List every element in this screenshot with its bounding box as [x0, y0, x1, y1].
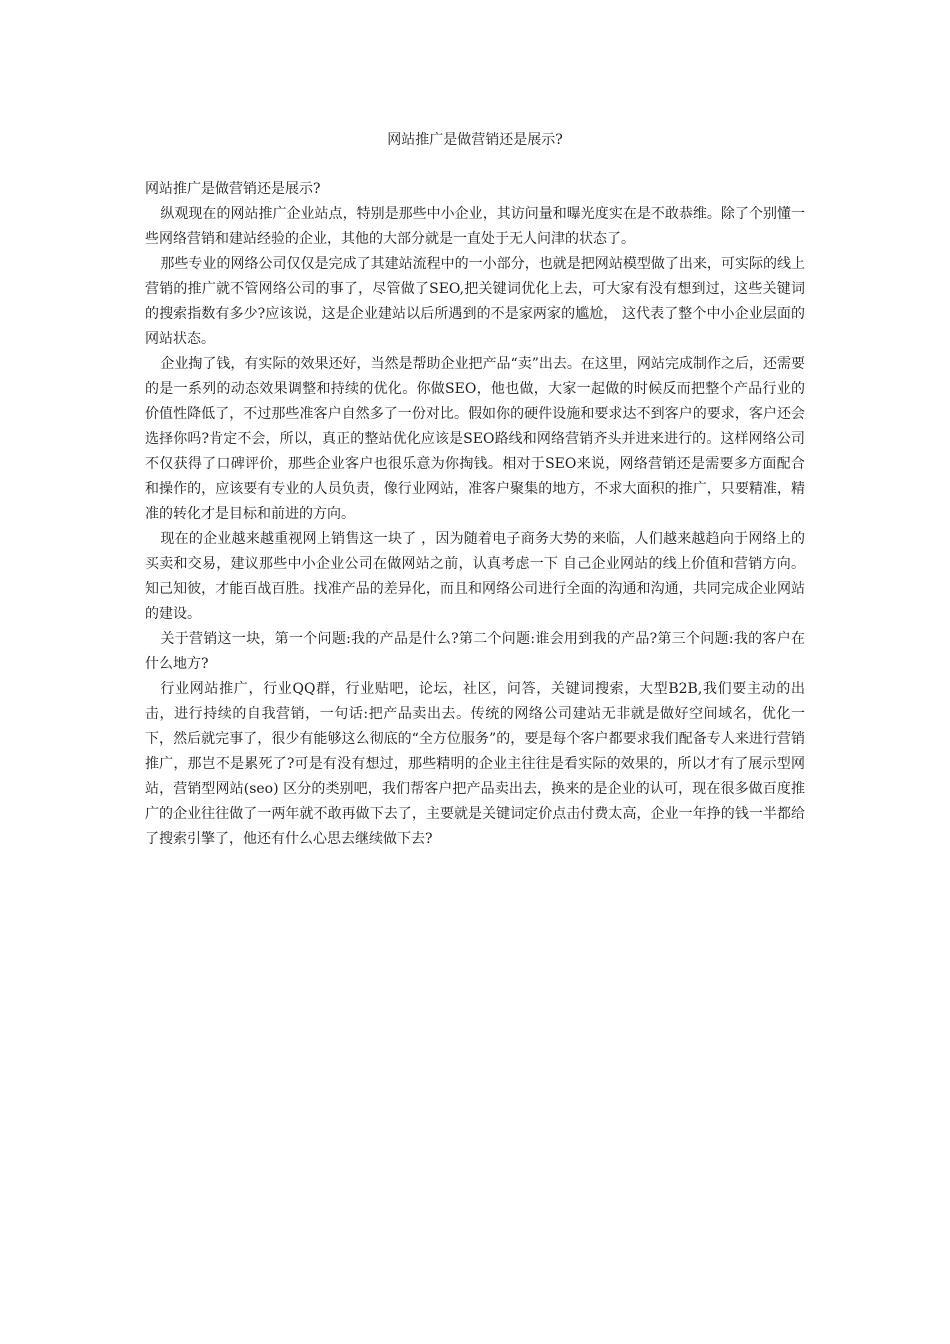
- document-title: 网站推广是做营销还是展示?: [387, 132, 563, 148]
- paragraph-6: 行业网站推广，行业QQ群，行业贴吧，论坛，社区，问答，关键词搜索，大型B2B,我们要主动的出击，进行持续的自我营销，一句话:把产品卖出去。传统的网络公司建站无非就是做好空间域名，优化一下，然后就完事了，很少有能够这么彻底的“全方位服务”的，要是每个客户都要求我们配备专人来进行营销推广，那岂不是累死了?可是有没有想过，那些精明的企业主往往是看实际的效果的，所以才有了展示型网站，营销型网站(seo) 区分的类别吧，我们帮客户把产品卖出去，换来的是企业的认可，现在很多做百度推广的企业往往做了一两年就不敢再做下去了，主要就是关键词定价点击付费太高，企业一年挣的钱一半都给了搜索引擎了，他还有什么心思去继续做下去?: [145, 681, 805, 847]
- body-heading: 网站推广是做营销还是展示?: [145, 181, 321, 197]
- paragraph-2: 那些专业的网络公司仅仅是完成了其建站流程中的一小部分，也就是把网站模型做了出来，可实际的线上营销的推广就不管网络公司的事了，尽管做了SEO,把关键词优化上去，可大家有没有想到过，这些关键词的搜索指数有多少?应该说，这是企业建站以后所遇到的不是家两家的尴尬， 这代表了整个中小企业层面的网站状态。: [145, 256, 805, 347]
- paragraph-3: 企业掏了钱，有实际的效果还好，当然是帮助企业把产品“卖”出去。在这里，网站完成制作之后，还需要的是一系列的动态效果调整和持续的优化。你做SEO，他也做，大家一起做的时候反而把整个产品行业的价值性降低了，不过那些准客户自然多了一份对比。假如你的硬件设施和要求达不到客户的要求，客户还会选择你吗?肯定不会，所以，真正的整站优化应该是SEO路线和网络营销齐头并进来进行的。这样网络公司不仅获得了口碑评价，那些企业客户也很乐意为你掏钱。相对于SEO来说，网络营销还是需要多方面配合和操作的，应该要有专业的人员负责，像行业网站，准客户聚集的地方，不求大面积的推广，只要精准，精准的转化才是目标和前进的方向。: [145, 356, 805, 522]
- paragraph-1: 纵观现在的网站推广企业站点，特别是那些中小企业，其访问量和曝光度实在是不敢恭维。除了个别懂一些网络营销和建站经验的企业，其他的大部分就是一直处于无人问津的状态了。: [145, 206, 805, 247]
- document-body: [145, 177, 805, 852]
- paragraph-5: 关于营销这一块，第一个问题:我的产品是什么?第二个问题:谁会用到我的产品?第三个问题:我的客户在什么地方?: [145, 631, 805, 672]
- paragraph-4: 现在的企业越来越重视网上销售这一块了 ，因为随着电子商务大势的来临，人们越来越趋向于网络上的买卖和交易，建议那些中小企业公司在做网站之前，认真考虑一下 自己企业网站的线上价值和营销方向。知己知彼，才能百战百胜。找准产品的差异化，而且和网络公司进行全面的沟通和沟通，共同完成企业网站的建设。: [145, 531, 805, 622]
